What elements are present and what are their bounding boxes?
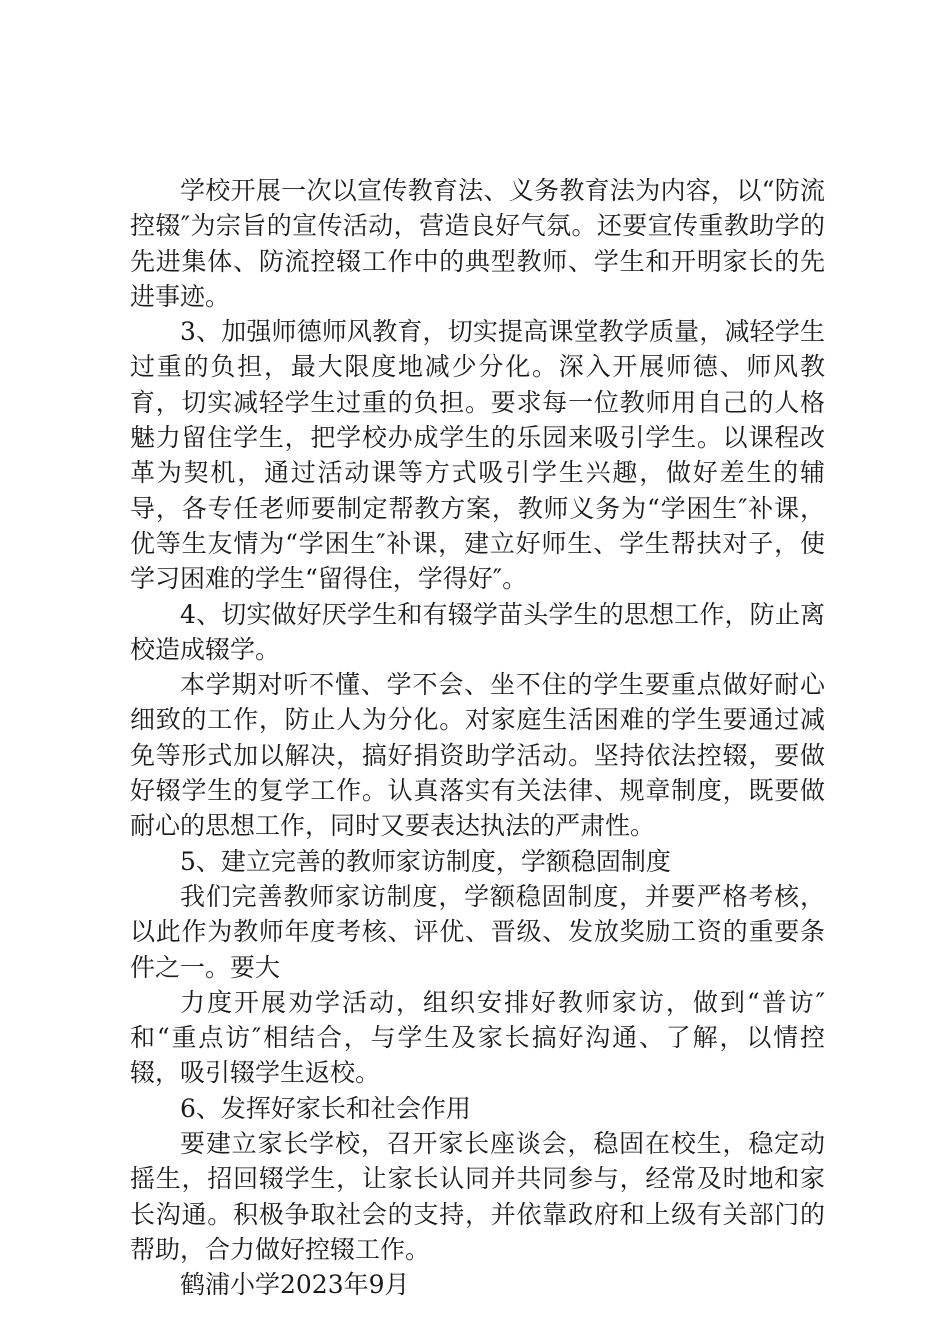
paragraph-item-4-heading: 4、切实做好厌学生和有辍学苗头学生的思想工作，防止离校造成辍学。 [130, 599, 825, 664]
signature-line: 鹤浦小学2023年9月 [180, 1270, 410, 1300]
paragraph-publicity: 学校开展一次以宣传教育法、义务教育法为内容，以“防流控辍″为宗旨的宣传活动，营造良好气氛。还要宣传重教助学的先进集体、防流控辍工作中的典型教师、学生和开明家长的先进事迹。 [130, 176, 825, 311]
paragraph-item-6-body: 要建立家长学校，召开家长座谈会，稳固在校生，稳定动摇生，招回辍学生，让家长认同并共同参与，经常及时地和家长沟通。积极争取社会的支持，并依靠政府和上级有关部门的帮助，合力做好控辍工作。 [130, 1129, 825, 1264]
paragraph-item-6-heading: 6、发挥好家长和社会作用 [180, 1093, 471, 1123]
paragraph-item-5-heading: 5、建立完善的教师家访制度，学额稳固制度 [180, 846, 671, 876]
paragraph-item-3: 3、加强师德师风教育，切实提高课堂教学质量，减轻学生过重的负担，最大限度地减少分化。深入开展师德、师风教育，切实减轻学生过重的负担。要求每一位教师用自己的人格魅力留住学生，把学校办成学生的乐园来吸引学生。以课程改革为契机，通过活动课等方式吸引学生兴趣，做好差生的辅导，各专任老师要制定帮教方案，教师义务为“学困生″补课，优等生友情为“学困生″补课，建立好师生、学生帮扶对子，使学习困难的学生“留得住，学得好″。 [130, 317, 825, 594]
paragraph-item-5-body: 我们完善教师家访制度，学额稳固制度，并要严格考核，以此作为教师年度考核、评优、晋级、发放奖励工资的重要条件之一。要大 [130, 881, 825, 982]
paragraph-item-4-body: 本学期对听不懂、学不会、坐不住的学生要重点做好耐心细致的工作，防止人为分化。对家庭生活困难的学生要通过减免等形式加以解决，搞好捐资助学活动。坚持依法控辍，要做好辍学生的复学工作。认真落实有关法律、规章制度，既要做耐心的思想工作，同时又要表达执法的严肃性。 [130, 670, 825, 841]
paragraph-item-5-continued: 力度开展劝学活动，组织安排好教师家访，做到“普访″和“重点访″相结合，与学生及家长搞好沟通、了解，以情控辍，吸引辍学生返校。 [130, 987, 825, 1088]
document-body [130, 173, 825, 1303]
